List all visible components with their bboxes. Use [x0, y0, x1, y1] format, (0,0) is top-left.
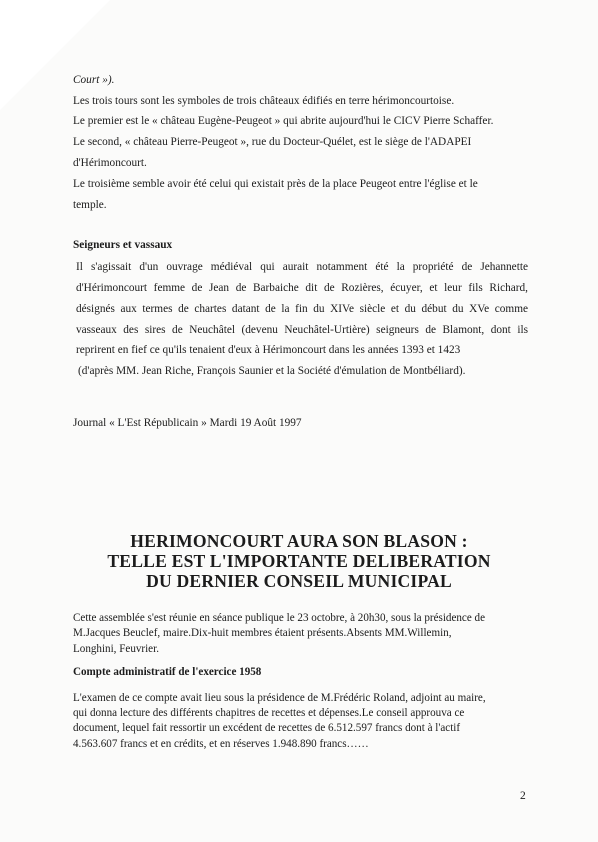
text-line: vasseaux des sires de Neuchâtel (devenu Neuchâtel-Urtière) seigneurs de Blamont, dont ils	[76, 324, 528, 336]
text-line: d'Hérimoncourt femme de Jean de Barbaiche dit de Rozières, écuyer, et leur fils Richard,	[76, 282, 528, 294]
journal-reference: Journal « L'Est Républicain » Mardi 19 Août 1997	[73, 417, 302, 429]
headline-line-3: DU DERNIER CONSEIL MUNICIPAL	[146, 571, 452, 591]
text-line: Cette assemblée s'est réunie en séance publique le 23 octobre, à 20h30, sous la présidence de	[73, 612, 486, 624]
text-line: Court »).	[73, 74, 115, 86]
text-line: Le premier est le « château Eugène-Peugeot » qui abrite aujourd'hui le CICV Pierre Schaffer.	[73, 115, 494, 127]
source-citation: (d'après MM. Jean Riche, François Saunier et la Société d'émulation de Montbéliard).	[78, 365, 466, 377]
section-heading: Compte administratif de l'exercice 1958	[73, 666, 262, 678]
text-line: document, lequel fait ressortir un excédent de recettes de 6.512.597 francs dont à l'actif	[73, 722, 461, 734]
text-line: Le troisième semble avoir été celui qui existait près de la place Peugeot entre l'église et le	[73, 178, 478, 190]
text-line: d'Hérimoncourt.	[73, 157, 147, 169]
text-line: M.Jacques Beuclef, maire.Dix-huit membres étaient présents.Absents MM.Willemin,	[73, 627, 452, 639]
text-line: Longhini, Feuvrier.	[73, 643, 159, 655]
headline-line-2: TELLE EST L'IMPORTANTE DELIBERATION	[107, 551, 491, 571]
page-number: 2	[520, 790, 526, 802]
text-line: Le second, « château Pierre-Peugeot », rue du Docteur-Quélet, est le siège de l'ADAPEI	[73, 136, 472, 148]
text-line: désignés aux termes de chartes datant de la fin du XIVe siècle et du début du XVe comme	[76, 303, 528, 315]
section-heading: Seigneurs et vassaux	[73, 239, 173, 251]
headline-line-1: HERIMONCOURT AURA SON BLASON :	[130, 531, 468, 551]
text-line: reprirent en fief ce qu'ils tenaient d'eux à Hérimoncourt dans les années 1393 et 1423	[76, 344, 461, 356]
text-line: qui donna lecture des différents chapitres de recettes et dépenses.Le conseil approuva ce	[73, 707, 465, 719]
text-line: Il s'agissait d'un ouvrage médiéval qui aurait notamment été la propriété de Jehannette	[76, 261, 528, 273]
text-line: L'examen de ce compte avait lieu sous la présidence de M.Frédéric Roland, adjoint au maire,	[73, 692, 486, 704]
text-line: temple.	[73, 199, 107, 211]
text-line: Les trois tours sont les symboles de trois châteaux édifiés en terre hérimoncourtoise.	[73, 95, 455, 107]
text-line: 4.563.607 francs et en crédits, et en réserves 1.948.890 francs……	[73, 738, 369, 750]
